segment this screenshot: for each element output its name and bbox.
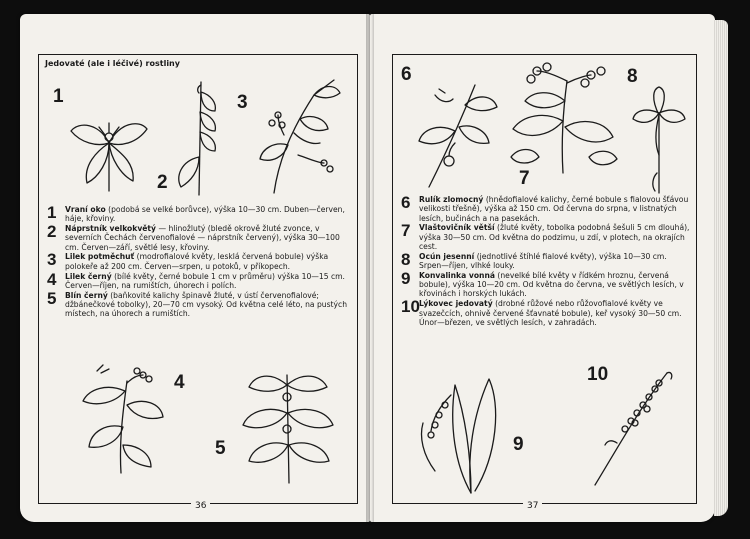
illustration-autumn-crocus [629, 85, 689, 195]
page-heading: Jedovaté (ale i léčivé) rostliny [45, 59, 180, 68]
entry-name: Vlaštovičník větší [419, 223, 495, 233]
entry-name: Lýkovec jedovatý [419, 299, 493, 309]
illustration-lily-of-the-valley [415, 375, 515, 495]
right-entries-list [401, 195, 691, 328]
entry-description: (podobá se velké borůvce), výška 10—30 cm. Duben—červen, háje, křoviny. [65, 205, 345, 224]
figure-number-6: 6 [401, 64, 412, 85]
page-number: 37 [523, 501, 542, 511]
entry-name: Rulík zlomocný [419, 195, 484, 204]
figure-number-7: 7 [519, 168, 530, 189]
entry-number: 3 [47, 250, 57, 270]
left-page-frame [38, 54, 358, 511]
left-page [20, 14, 370, 522]
illustration-bittersweet [254, 75, 344, 195]
list-item [401, 223, 691, 251]
illustration-foxglove [171, 77, 231, 197]
entry-number: 1 [47, 203, 57, 222]
illustration-belladonna [415, 75, 500, 190]
entry-name: Lilek černý [65, 271, 112, 281]
figure-number-4: 4 [174, 372, 185, 393]
list-item [401, 268, 691, 299]
entry-name: Lilek potměchuť [65, 252, 135, 262]
illustration-henbane [235, 365, 345, 485]
list-item [47, 252, 347, 271]
entry-description: (bílé květy, černé bobule 1 cm v průměru) výška 10—15 cm. Červen—říjen, na rumištích, úhorech i polích. [65, 271, 345, 290]
entry-name: Konvalinka vonná [419, 270, 495, 280]
entry-number: 10 [401, 297, 420, 317]
entry-description: (žluté květy, tobolka podobná šešuli 5 cm dlouhá), výška 30—50 cm. Od května do podzimu, u zdí, v plotech, na okrajích cest. [419, 223, 690, 251]
list-item [47, 224, 347, 252]
left-entries-list [47, 205, 347, 319]
figure-number-1: 1 [53, 86, 64, 107]
entry-name: Náprstník velkokvětý [65, 224, 157, 234]
list-item [401, 195, 691, 223]
figure-number-2: 2 [157, 172, 168, 193]
illustration-mezereon [587, 369, 677, 489]
book-spine [366, 14, 374, 522]
entry-name: Vraní oko [65, 205, 106, 214]
entry-description: (jednotlivé štíhlé fialové květy), výška 10—30 cm. Srpen—říjen, vlhké louky. [419, 251, 667, 271]
entry-description: (hnědofialové kalichy, černé bobule s fialovou šťávou velikosti třešně), výška až 150 cm. Od června do srpna, v listnatých lesích, bučinách a na pasekách. [419, 195, 689, 223]
list-item [47, 288, 348, 319]
illustration-paris-quadrifolia [69, 103, 149, 193]
entry-number: 6 [401, 193, 411, 212]
entry-description: (modrofialové květy, lesklá červená bobule) výška polokeře až 200 cm. Červen—srpen, u potoků, v příkopech. [65, 252, 329, 271]
figure-number-3: 3 [237, 92, 248, 113]
right-page-frame [392, 54, 697, 511]
entry-number: 2 [47, 222, 57, 242]
figure-number-10: 10 [587, 364, 609, 385]
entry-description: — hlinožlutý (bledě okrově žluté zvonce, v severních Čechách červenofialové — náprstník červený), výška 30—100 cm. Červen—září, světlé lesy, křoviny. [65, 224, 340, 252]
list-item [47, 269, 347, 291]
figure-number-5: 5 [215, 438, 226, 459]
entry-description: (nevelké bílé květy v řídkém hroznu, červená bobule), výška 10—20 cm. Od května do června, ve světlých lesích, v křovinách i horských lukách. [419, 270, 684, 299]
entry-number: 4 [47, 269, 57, 289]
entry-description: (baňkovité kalichy špinavě žluté, v ústí červenofialové; džbánečkové tobolky), 20—70 cm vysoký. Od května celé léto, na pustých místech, na úhorech a rumištích. [65, 290, 348, 319]
page-number: 36 [191, 501, 210, 511]
entry-number: 7 [401, 221, 411, 241]
list-item [401, 299, 691, 327]
entry-number: 5 [47, 288, 57, 308]
entry-number: 8 [401, 249, 411, 269]
illustration-celandine [493, 61, 633, 176]
right-page [370, 14, 715, 522]
list-item [47, 205, 347, 224]
page-edges [714, 20, 728, 516]
entry-name: Blín černý [65, 290, 108, 300]
figure-number-9: 9 [513, 434, 524, 455]
illustration-black-nightshade [77, 361, 167, 476]
entry-description: (drobné růžové nebo růžovofialové květy ve svazečcích, ohnivě červené šťavnaté bobule), keř vysoký 30—50 cm. Únor—březen, ve světlých lesích, v zahradách. [419, 299, 682, 327]
entry-number: 9 [401, 268, 411, 288]
list-item [401, 249, 691, 271]
entry-name: Ocún jesenní [419, 251, 475, 261]
figure-number-8: 8 [627, 66, 638, 87]
